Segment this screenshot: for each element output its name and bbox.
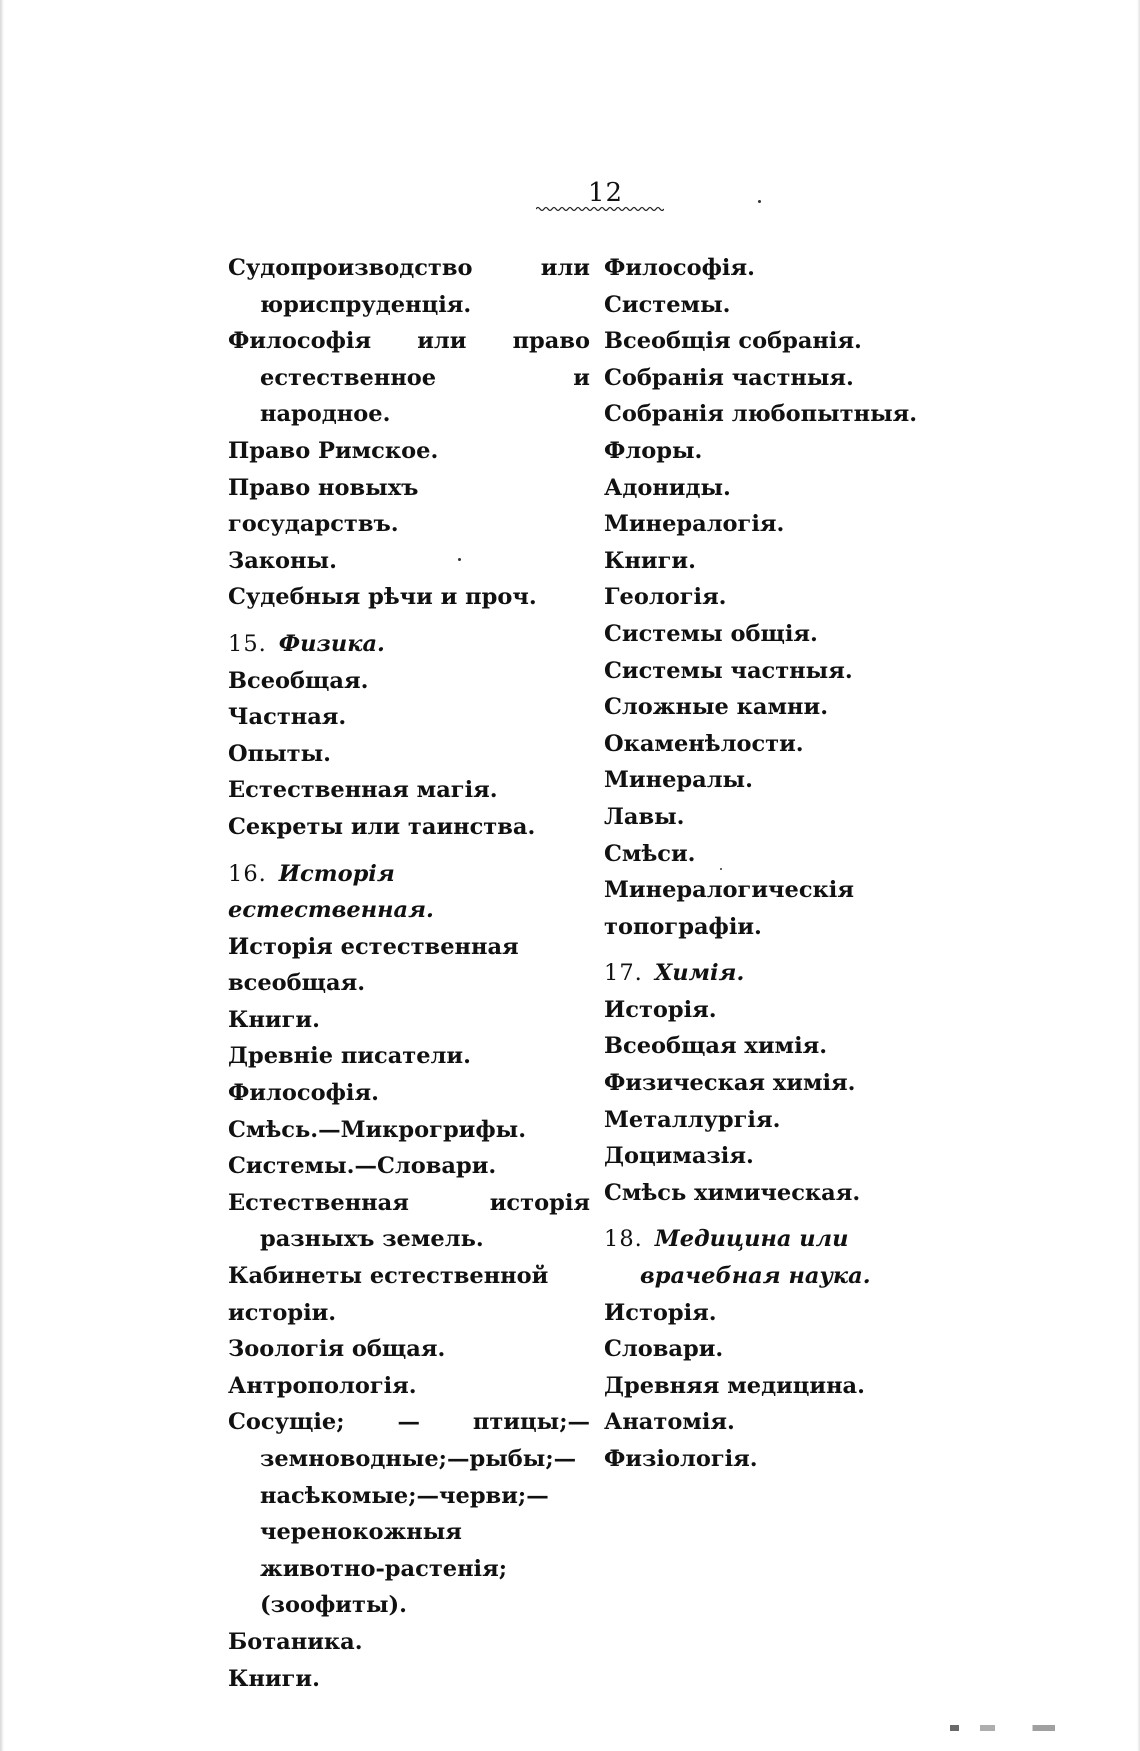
list-item: Философія. (228, 1080, 379, 1107)
section-number: 16. (228, 860, 267, 887)
list-item: Частная. (228, 704, 347, 731)
list-item: Книги. (604, 547, 696, 574)
section-number: 15. (228, 630, 267, 657)
list-item: Всеобщая химія. (604, 1033, 828, 1060)
list-item: Естественная исторія разныхъ земель. (228, 1189, 590, 1253)
list-item: Исторія естественная всеобщая. (228, 933, 519, 997)
section-number: 18. (604, 1226, 643, 1253)
page-number: 12 (588, 178, 624, 208)
list-item: Системы общія. (604, 620, 818, 647)
list-item: Право новыхъ государствъ. (228, 474, 419, 538)
print-speck (720, 868, 722, 870)
list-item: Исторія. (604, 996, 717, 1023)
list-item: Философія или право естественное и народное. (228, 328, 590, 428)
list-item: Собранія любопытныя. (604, 401, 918, 428)
list-item: Системы. (604, 291, 731, 318)
list-item: Доцимазія. (604, 1143, 754, 1170)
list-item: Всеобщія собранія. (604, 328, 862, 355)
list-item: Ботаника. (228, 1628, 363, 1655)
left-column (228, 250, 590, 1697)
list-item: Геологія. (604, 584, 727, 611)
scan-edge-left (0, 0, 4, 1751)
section-number: 17. (604, 960, 643, 987)
list-item: Смѣсь химическая. (604, 1179, 861, 1206)
list-item: Право Римское. (228, 437, 439, 464)
list-item: Минералы. (604, 767, 753, 794)
list-item: Исторія. (604, 1299, 717, 1326)
page-number-wavy-rule (536, 206, 664, 212)
list-item: Системы.—Словари. (228, 1153, 497, 1180)
list-item: Флоры. (604, 437, 703, 464)
list-item: Смѣсь.—Микрогрифы. (228, 1116, 527, 1143)
list-item: Зоологія общая. (228, 1336, 446, 1363)
section-title: Химія. (654, 960, 745, 987)
section-heading-17 (604, 955, 994, 992)
section-heading-18 (604, 1221, 994, 1294)
list-item: Физіологія. (604, 1446, 758, 1472)
list-item: Философія. (604, 255, 755, 281)
list-item: Книги. (228, 1006, 320, 1033)
list-item: Минералогія. (604, 511, 785, 538)
list-item: Собранія частныя. (604, 364, 854, 391)
list-item: Минералогическія топографіи. (604, 877, 854, 940)
list-item: Антропологія. (228, 1372, 417, 1399)
list-item: Книги. (228, 1665, 320, 1692)
list-item: Физическая химія. (604, 1070, 856, 1097)
list-item: Древніе писатели. (228, 1043, 471, 1070)
list-item: Словари. (604, 1336, 724, 1363)
list-item: Смѣси. (604, 840, 696, 867)
list-item: Системы частныя. (604, 657, 853, 684)
list-item: Опыты. (228, 740, 331, 767)
section-title: Медицина или врачебная наука. (640, 1226, 871, 1290)
list-item: Адониды. (604, 474, 731, 501)
list-item: Древняя медицина. (604, 1372, 865, 1399)
list-item: Секреты или таинства. (228, 813, 536, 840)
section-heading-16 (228, 856, 590, 929)
list-item: Металлургія. (604, 1106, 781, 1133)
list-item: Судопроизводство или юриспруденція. (228, 255, 590, 318)
section-title: Физика. (278, 630, 385, 657)
print-speck (758, 200, 761, 203)
section-heading-15 (228, 626, 590, 663)
list-item: Всеобщая. (228, 667, 369, 694)
section-title: Исторія естественная. (228, 860, 434, 924)
list-item: Законы. (228, 547, 337, 574)
list-item: Естественная магія. (228, 777, 498, 804)
right-column (604, 250, 994, 1478)
list-item: Лавы. (604, 803, 685, 830)
list-item: Анатомія. (604, 1409, 735, 1436)
list-item: Сосущіе; — птицы;—земноводные;—рыбы;—насѣкомые;—черви;—черенокожныя животно-растенія; (зоофиты). (228, 1409, 590, 1619)
print-speck (458, 558, 461, 561)
scan-smudge (950, 1725, 1100, 1731)
list-item: Судебныя рѣчи и проч. (228, 584, 537, 611)
list-item: Кабинеты естественной исторіи. (228, 1263, 549, 1326)
list-item: Окаменѣлости. (604, 730, 804, 757)
list-item: Сложные камни. (604, 694, 829, 721)
